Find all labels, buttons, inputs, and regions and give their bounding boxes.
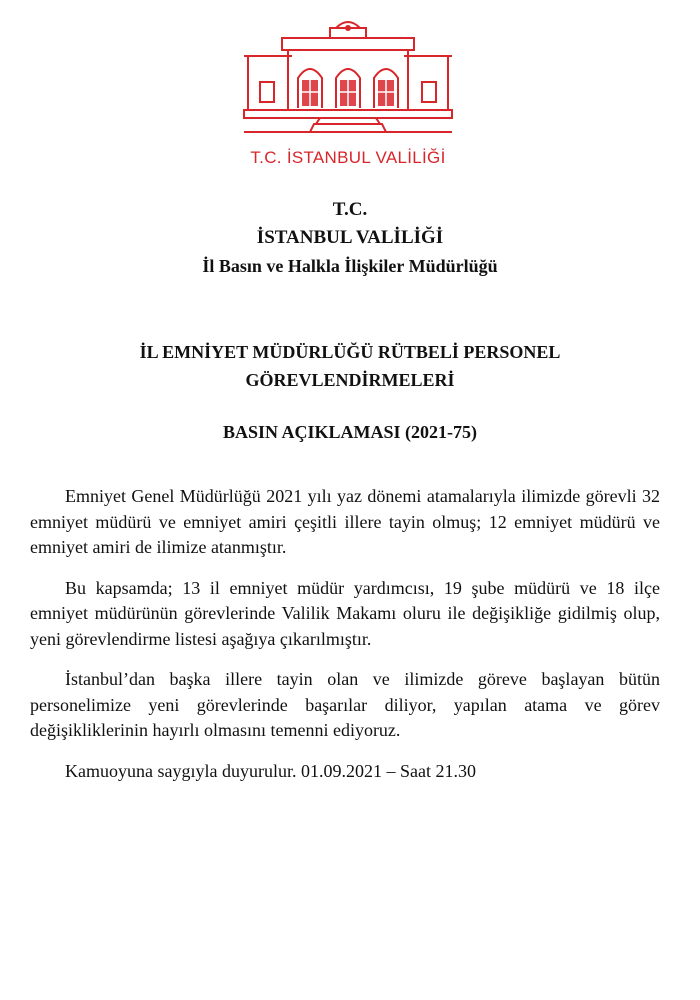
paragraph-1: Emniyet Genel Müdürlüğü 2021 yılı yaz dönemi atamalarıyla ilimizde görevli 32 emniyet müdürü ve emniyet amiri çeşitli illere tayin olmuş; 12 emniyet müdürü ve emniyet amiri de ilimize atanmıştır. <box>30 486 660 557</box>
header-governorship: İSTANBUL VALİLİĞİ <box>256 227 444 248</box>
title-line-2: GÖREVLENDİRMELERİ <box>245 370 455 390</box>
logo-caption: T.C. İSTANBUL VALİLİĞİ <box>250 148 446 167</box>
header-directorate: İl Basın ve Halkla İlişkiler Müdürlüğü <box>202 256 498 276</box>
document-body <box>30 484 660 799</box>
press-release-title: BASIN AÇIKLAMASI (2021-75) <box>222 422 478 442</box>
governorship-logo <box>230 8 466 178</box>
paragraph-3: İstanbul’dan başka illere tayin olan ve ilimizde göreve başlayan bütün personelimize yeni görevlerinde başarılar diliyor, yapılan atama ve görev değişikliklerinin hayırlı olmasını temenni ediyoruz. <box>30 669 660 740</box>
building-emblem-icon <box>230 8 466 143</box>
document-title <box>0 338 700 394</box>
closing-line: Kamuoyuna saygıyla duyurulur. 01.09.2021 – Saat 21.30 <box>65 760 476 781</box>
header-country: T.C. <box>332 199 368 220</box>
title-line-1: İL EMNİYET MÜDÜRLÜĞÜ RÜTBELİ PERSONEL <box>139 342 561 362</box>
issuer-header <box>0 196 700 280</box>
paragraph-2: Bu kapsamda; 13 il emniyet müdür yardımcısı, 19 şube müdürü ve 18 ilçe emniyet müdürünün görevlerinde Valilik Makamı oluru ile değişikliğe gidilmiş olup, yeni görevlendirme listesi aşağıya çıkarılmıştır. <box>30 577 660 649</box>
